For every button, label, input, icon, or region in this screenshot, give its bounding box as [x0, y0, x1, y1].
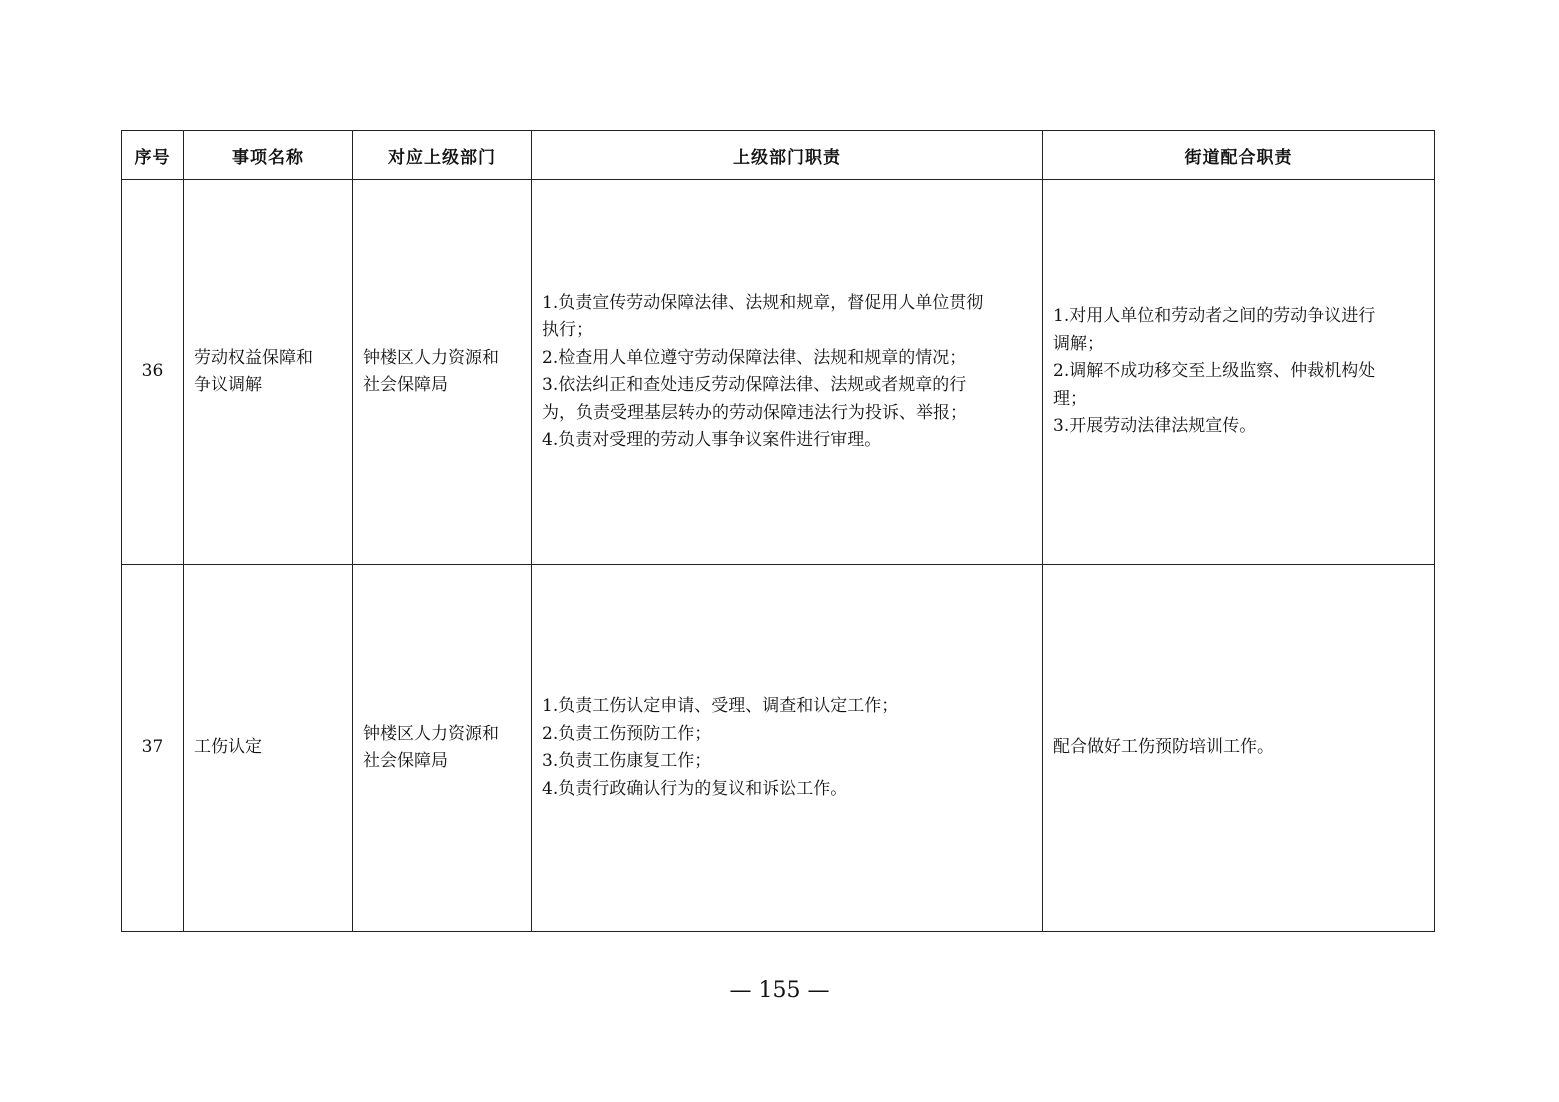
- table-header-row: [122, 131, 1435, 180]
- duty-line: 3.依法纠正和查处违反劳动保障法律、法规或者规章的行: [542, 375, 967, 395]
- dept-line: 社会保障局: [363, 375, 448, 395]
- item-name-line: 工伤认定: [194, 737, 262, 758]
- superior-dept-cell: [353, 565, 532, 932]
- table-row: [122, 565, 1435, 932]
- dept-line: 钟楼区人力资源和: [363, 347, 499, 368]
- coop-line: 2.调解不成功移交至上级监察、仲裁机构处: [1053, 361, 1376, 382]
- header-superior-dept: 对应上级部门: [353, 131, 532, 180]
- item-name-line: 劳动权益保障和: [194, 347, 313, 368]
- duty-line: 2.负责工伤预防工作；: [542, 723, 712, 744]
- page-number: — 155 —: [729, 978, 830, 1003]
- header-superior-duty: 上级部门职责: [532, 131, 1043, 180]
- duty-line: 2.检查用人单位遵守劳动保障法律、法规和规章的情况；: [542, 347, 967, 368]
- row-number: 36: [122, 180, 184, 565]
- duty-line: 1.负责宣传劳动保障法律、法规和规章，督促用人单位贯彻: [542, 292, 984, 313]
- header-no: 序号: [122, 131, 184, 180]
- coop-line: 调解；: [1053, 333, 1104, 354]
- coop-line: 3.开展劳动法律法规宣传。: [1053, 416, 1257, 437]
- dept-line: 社会保障局: [363, 751, 448, 771]
- duty-line: 1.负责工伤认定申请、受理、调查和认定工作；: [542, 696, 899, 716]
- duty-line: 4.负责行政确认行为的复议和诉讼工作。: [542, 778, 848, 799]
- row-number: 37: [122, 565, 184, 932]
- item-name-cell: [184, 180, 353, 565]
- duty-line: 4.负责对受理的劳动人事争议案件进行审理。: [542, 430, 882, 450]
- superior-dept-cell: [353, 180, 532, 565]
- table-row: [122, 180, 1435, 565]
- dept-line: 钟楼区人力资源和: [363, 723, 499, 744]
- header-item-name: 事项名称: [184, 131, 353, 180]
- superior-duty-cell: [532, 180, 1043, 565]
- street-duty-cell: [1043, 565, 1435, 932]
- item-name-line: 争议调解: [194, 375, 262, 395]
- superior-duty-cell: [532, 565, 1043, 932]
- responsibility-table: [121, 130, 1435, 932]
- header-street-duty: 街道配合职责: [1043, 131, 1435, 180]
- duty-line: 为，负责受理基层转办的劳动保障违法行为投诉、举报；: [542, 402, 967, 423]
- duty-line: 3.负责工伤康复工作；: [542, 751, 712, 771]
- coop-line: 理；: [1053, 388, 1087, 409]
- coop-line: 配合做好工伤预防培训工作。: [1053, 737, 1274, 758]
- duty-line: 执行；: [542, 320, 593, 340]
- item-name-cell: [184, 565, 353, 932]
- street-duty-cell: [1043, 180, 1435, 565]
- coop-line: 1.对用人单位和劳动者之间的劳动争议进行: [1053, 306, 1376, 327]
